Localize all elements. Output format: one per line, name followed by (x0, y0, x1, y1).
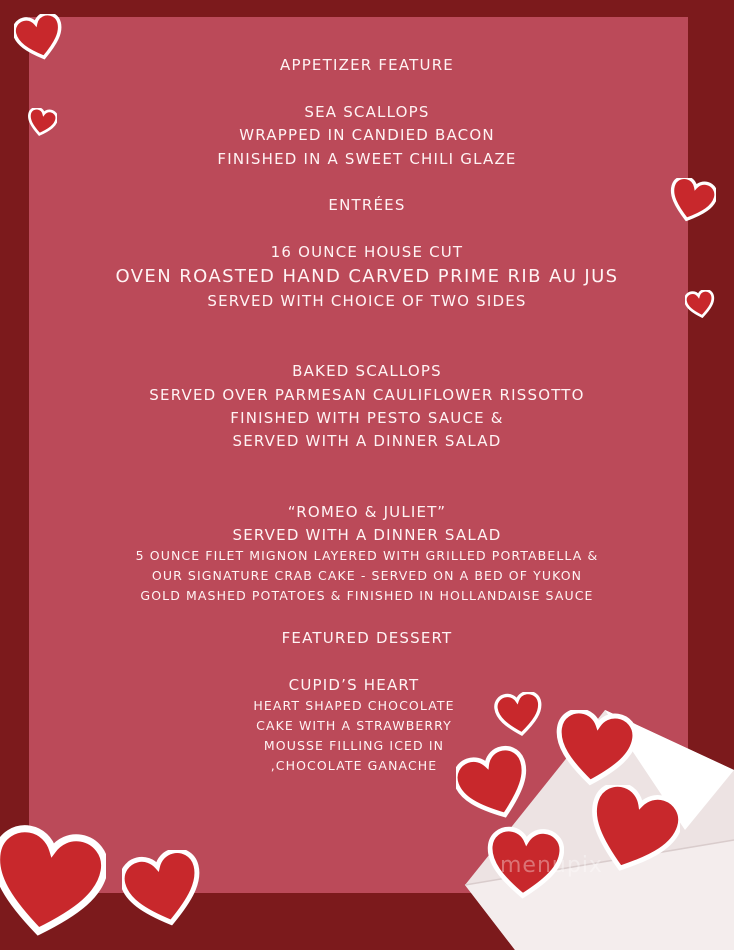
watermark: menupix (500, 853, 603, 878)
heart-icon (685, 290, 715, 318)
appetizer-name: SEA SCALLOPS (304, 103, 430, 121)
appetizer-heading: APPETIZER FEATURE (279, 56, 454, 74)
appetizer-desc-line: WRAPPED IN CANDIED BACON (239, 126, 495, 144)
romeo-juliet-desc-line: OUR SIGNATURE CRAB CAKE - SERVED ON A BED OF YUKON (151, 568, 583, 583)
baked-scallops-name: BAKED SCALLOPS (292, 362, 442, 380)
heart-icon (553, 710, 637, 786)
heart-icon (0, 825, 106, 940)
heart-icon (14, 14, 64, 60)
dessert-desc-line: HEART SHAPED CHOCOLATE (253, 698, 455, 713)
dessert-desc-line: ,CHOCOLATE GANACHE (270, 758, 438, 773)
baked-scallops-desc-line: FINISHED WITH PESTO SAUCE & (230, 409, 504, 427)
heart-icon (494, 692, 544, 736)
appetizer-desc-line: FINISHED IN A SWEET CHILI GLAZE (217, 150, 517, 168)
heart-icon (27, 108, 57, 136)
entrees-heading: ENTRÉES (328, 196, 406, 214)
baked-scallops-desc-line: SERVED WITH A DINNER SALAD (232, 432, 502, 450)
heart-icon (668, 178, 716, 222)
baked-scallops-desc-line: SERVED OVER PARMESAN CAULIFLOWER RISSOTTO (149, 386, 585, 404)
prime-rib-cut: 16 OUNCE HOUSE CUT (270, 243, 464, 261)
romeo-juliet-desc-line: GOLD MASHED POTATOES & FINISHED IN HOLLANDAISE SAUCE (140, 588, 594, 603)
dessert-desc-line: MOUSSE FILLING ICED IN (263, 738, 445, 753)
romeo-juliet-desc-line: 5 OUNCE FILET MIGNON LAYERED WITH GRILLED PORTABELLA & (135, 548, 599, 563)
dessert-name: CUPID’S HEART (288, 676, 420, 694)
heart-icon (456, 745, 532, 825)
romeo-juliet-salad: SERVED WITH A DINNER SALAD (232, 526, 502, 544)
dessert-desc-line: CAKE WITH A STRAWBERRY (256, 718, 452, 733)
prime-rib-name: OVEN ROASTED HAND CARVED PRIME RIB AU JUS (115, 266, 619, 287)
romeo-juliet-name: “ROMEO & JULIET” (287, 503, 447, 521)
dessert-heading: FEATURED DESSERT (281, 629, 453, 647)
heart-icon (122, 850, 204, 928)
prime-rib-sides: SERVED WITH CHOICE OF TWO SIDES (207, 292, 527, 310)
